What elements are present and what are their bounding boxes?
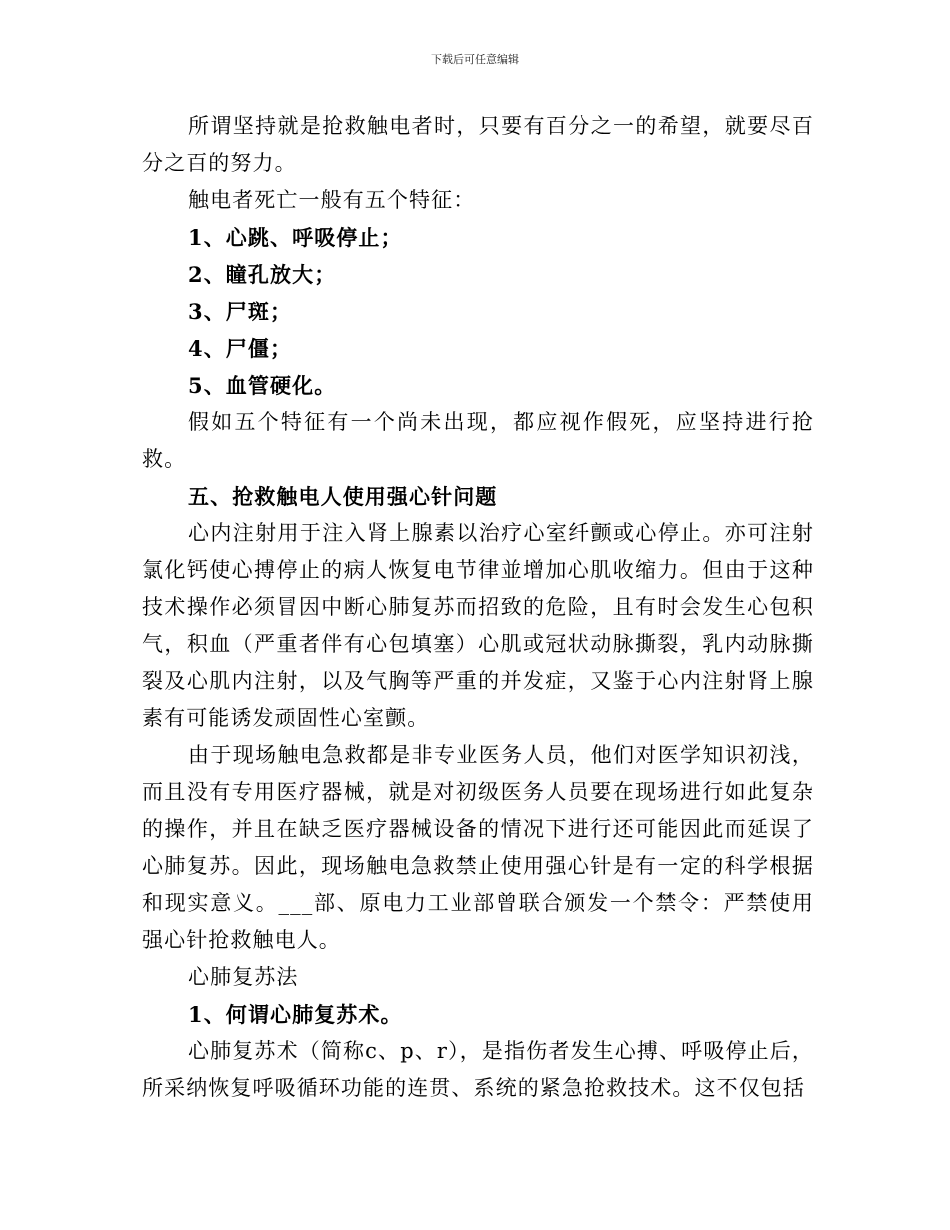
document-body [142, 108, 814, 1107]
section-heading-5: 五、抢救触电人使用强心针问题 [188, 484, 498, 509]
paragraph-persistence: 所谓坚持就是抢救触电者时，只要有百分之一的希望，就要尽百分之百的努力。 [142, 114, 814, 175]
feature-item-2: 2、瞳孔放大； [188, 262, 337, 287]
paragraph-on-site-first-aid: 由于现场触电急救都是非专业医务人员，他们对医学知识初浅，而且没有专用医疗器械，就是对初级医务人员要在现场进行如此复杂的操作，并且在缺乏医疗器械设备的情况下进行还可能因此而延误了心肺复苏。因此，现场触电急救禁止使用强心针是有一定的科学根据和现实意义。___部、原电力工业部曾联合颁发一个禁令：严禁使用强心针抢救触电人。 [142, 743, 814, 952]
page-header: 下载后可任意编辑 [431, 53, 519, 66]
paragraph-intracardiac-injection: 心内注射用于注入肾上腺素以治疗心室纤颤或心停止。亦可注射氯化钙使心搏停止的病人恢复电节律並增加心肌收缩力。但由于这种技术操作必须冒因中断心肺复苏而招致的危险，且有时会发生心包积气，积血（严重者伴有心包填塞）心肌或冠状动脉撕裂，乳内动脉撕裂及心肌内注射，以及气胸等严重的并发症，又鉴于心内注射肾上腺素有可能诱发顽固性心室颤。 [142, 521, 814, 730]
feature-item-5: 5、血管硬化。 [188, 373, 337, 398]
paragraph-apparent-death: 假如五个特征有一个尚未出现，都应视作假死，应坚持进行抢救。 [142, 410, 814, 471]
paragraph-cpr-definition: 心肺复苏术（简称c、p、r），是指伤者发生心搏、呼吸停止后，所采纳恢复呼吸循环功能的连贯、系统的紧急抢救技术。这不仅包括 [142, 1039, 814, 1100]
feature-item-4: 4、尸僵； [188, 336, 293, 361]
feature-item-1: 1、心跳、呼吸停止； [188, 225, 403, 250]
subheading-what-is-cpr: 1、何谓心肺复苏术。 [188, 1002, 403, 1027]
feature-item-3: 3、尸斑； [188, 299, 293, 324]
paragraph-death-features-intro: 触电者死亡一般有五个特征： [188, 188, 476, 212]
paragraph-cpr-title: 心肺复苏法 [188, 965, 299, 989]
